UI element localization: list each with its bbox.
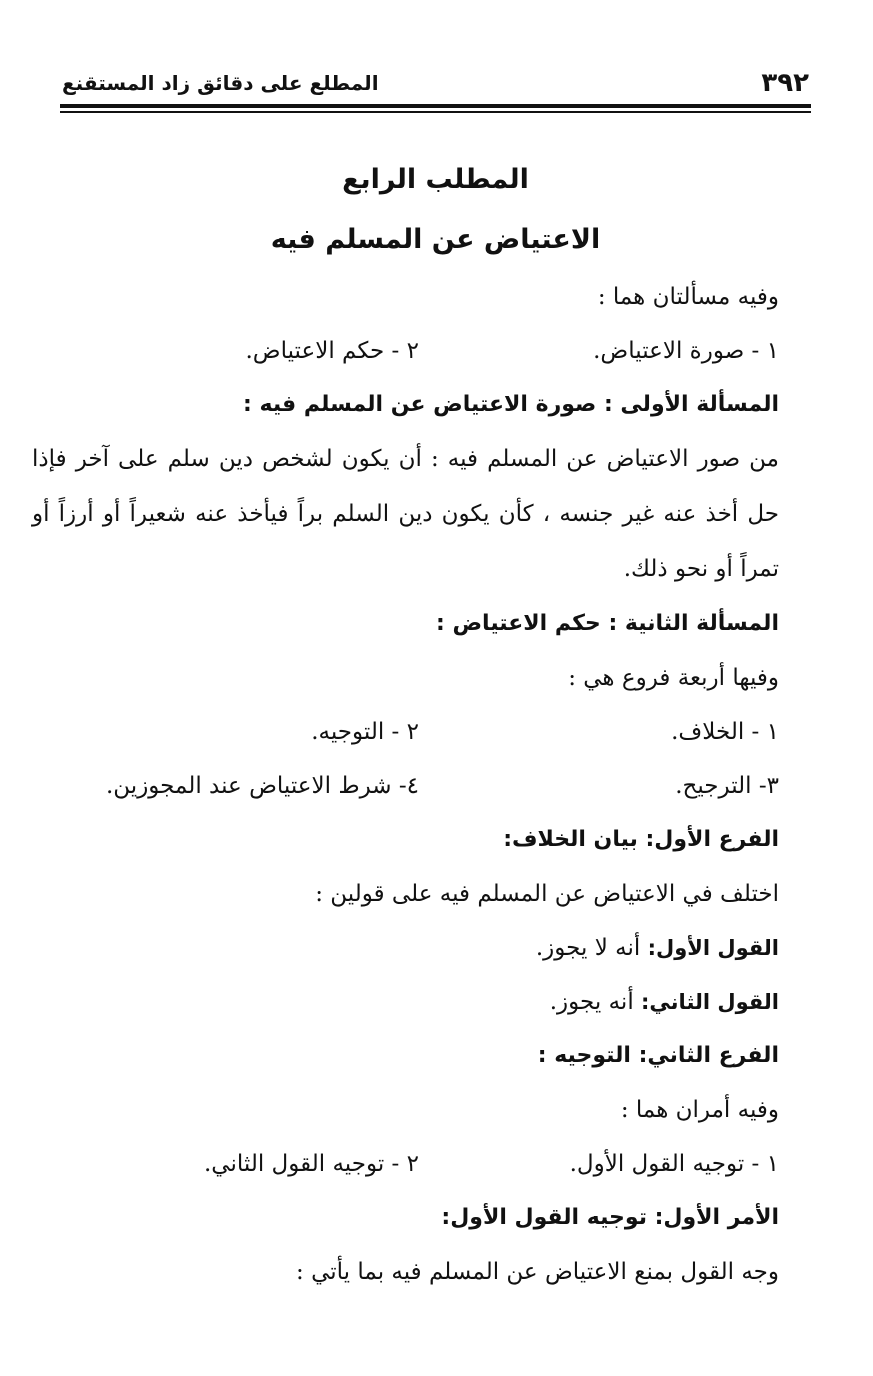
list-item: ٤- شرط الاعتياض عند المجوزين. xyxy=(105,773,419,799)
header-rule-thin xyxy=(60,111,811,113)
issue1-paragraph: من صور الاعتياض عن المسلم فيه : أن يكون لشخص دين سلم على آخر فإذا حل أخذ عنه غير جنسه ، كأن يكون دين السلم براً فيأخذ عنه شعيراً أو أرزاً أو تمراً أو نحو ذلك. xyxy=(32,446,779,582)
header-rule-thick xyxy=(60,104,811,108)
opinion2-text: أنه يجوز. xyxy=(549,989,634,1015)
issue2-items-row2 xyxy=(62,759,779,813)
intro-items xyxy=(62,324,779,378)
issue2-heading: المسألة الثانية : حكم الاعتياض : xyxy=(436,611,779,636)
issue2-intro: وفيها أربعة فروع هي : xyxy=(568,665,779,691)
matter1-text: وجه القول بمنع الاعتياض عن المسلم فيه بما يأتي : xyxy=(296,1259,779,1285)
page-body xyxy=(32,150,779,1299)
opinion2-label: القول الثاني: xyxy=(641,990,779,1014)
opinion2 xyxy=(62,975,779,1029)
book-title: المطلع على دقائق زاد المستقنع xyxy=(62,71,379,95)
branch1-intro: اختلف في الاعتياض عن المسلم فيه على قولين : xyxy=(315,881,779,907)
list-item: ٢ - حكم الاعتياض. xyxy=(245,338,419,364)
intro-line: وفيه مسألتان هما : xyxy=(597,284,779,310)
branch1-heading: الفرع الأول: بيان الخلاف: xyxy=(503,827,779,852)
list-item: ٢ - توجيه القول الثاني. xyxy=(203,1151,419,1177)
matter1-heading: الأمر الأول: توجيه القول الأول: xyxy=(441,1205,779,1230)
issue1-heading: المسألة الأولى : صورة الاعتياض عن المسلم فيه : xyxy=(243,392,779,417)
opinion1-label: القول الأول: xyxy=(647,936,779,960)
issue2-items-row1 xyxy=(62,705,779,759)
opinion1 xyxy=(62,921,779,975)
page-number: ٣٩٢ xyxy=(761,68,809,98)
opinion1-text: أنه لا يجوز. xyxy=(535,935,641,961)
section-title: المطلب الرابع xyxy=(342,164,529,195)
running-header xyxy=(62,62,809,98)
list-item: ٢ - التوجيه. xyxy=(311,719,419,745)
list-item: ١ - توجيه القول الأول. xyxy=(569,1151,779,1177)
list-item: ١ - صورة الاعتياض. xyxy=(593,338,779,364)
branch2-heading: الفرع الثاني: التوجيه : xyxy=(537,1043,779,1068)
branch2-items xyxy=(62,1137,779,1191)
branch2-intro: وفيه أمران هما : xyxy=(620,1097,779,1123)
section-subtitle: الاعتياض عن المسلم فيه xyxy=(270,224,601,255)
list-item: ٣- الترجيح. xyxy=(675,773,779,799)
list-item: ١ - الخلاف. xyxy=(671,719,779,745)
